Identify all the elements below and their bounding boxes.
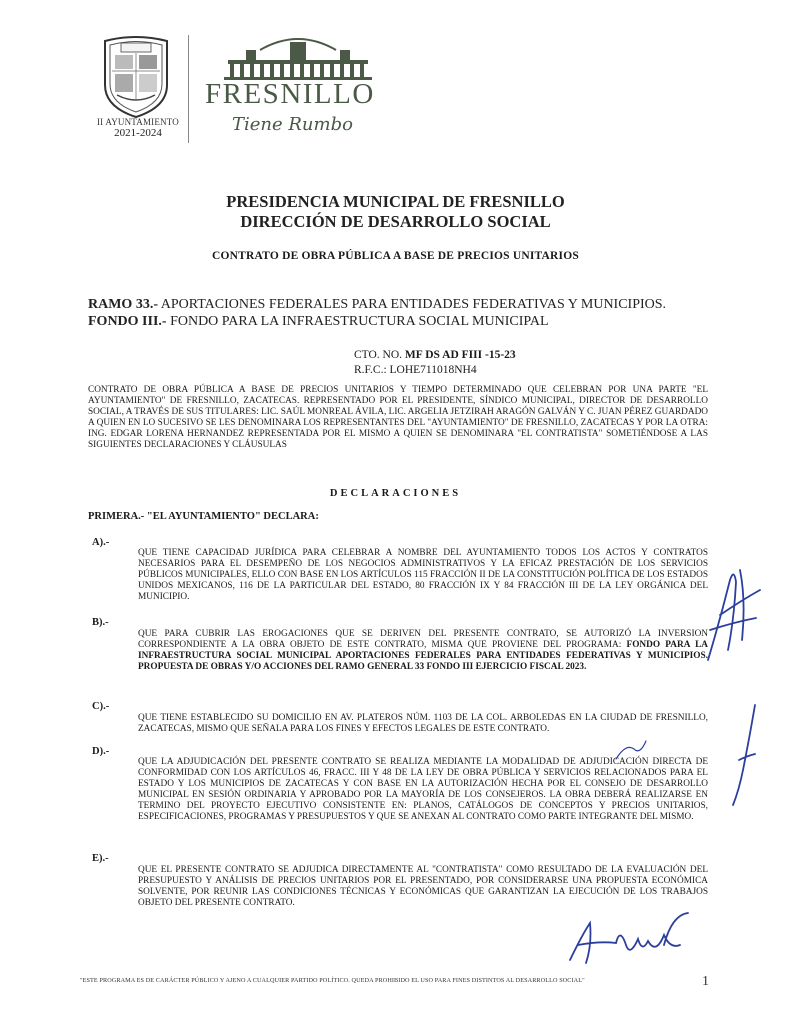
ramo-line (88, 297, 666, 313)
document-title-line2: DIRECCIÓN DE DESARROLLO SOCIAL (240, 212, 551, 231)
item-text-e: QUE EL PRESENTE CONTRATO SE ADJUDICA DIRECTAMENTE AL "CONTRATISTA" COMO RESULTADO DE LA EVALUACIÓN DEL PRESUPUESTO Y ANÁLISIS DE PRECIOS UNITARIOS POR EL PRESENTADO, POR CONSIDERARSE UNA PROPUESTA ECONÓMICA SOLVENTE, POR REUNIR LAS CONDICIONES TÉCNICAS Y ECONÓMICAS QUE GARANTIZAN LA EJECUCIÓN DE LOS TRABAJOS OBJETO DEL PRESENTE CONTRATO. (138, 865, 708, 908)
item-text-c: QUE TIENE ESTABLECIDO SU DOMICILIO EN AV. PLATEROS NÚM. 1103 DE LA COL. ARBOLEDAS EN LA CIUDAD DE FRESNILLO, ZACATECAS, MISMO QUE SEÑALA PARA LOS FINES Y EFECTOS LEGALES DE ESTE CONTRATO. (138, 713, 708, 734)
document-title-line1: PRESIDENCIA MUNICIPAL DE FRESNILLO (226, 192, 565, 211)
item-text-d: QUE LA ADJUDICACIÓN DEL PRESENTE CONTRATO SE REALIZA MEDIANTE LA MODALIDAD DE ADJUDICACIÓN DIRECTA DE CONFORMIDAD CON LOS ARTÍCULOS 46, FRACC. III Y 48 DE LA LEY DE OBRA PÚBLICA Y SERVICIOS RELACIONADOS PARA EL ESTADO Y LOS MUNICIPIOS DE ZACATECAS Y CON BASE EN LA AUTORIZACIÓN HECHA POR EL CONSEJO DE DESARROLLO MUNICIPAL EN SESIÓN ORDINARIA Y APROBADO POR LA MAYORÍA DE LOS CONSEJEROS. LA OBRA DEBERÁ REALIZARSE EN TERMINO DEL PROYECTO EJECUTIVO CONSISTENTE EN: PLANOS, CATÁLOGOS DE CONCEPTOS Y PRECIOS UNITARIOS, ESPECIFICACIONES, PROGRAMAS Y PRESUPUESTOS Y QUE SE ANEXAN AL CONTRATO COMO PARTE INTEGRANTE DEL MISMO. (138, 757, 708, 822)
ayuntamiento-label: II AYUNTAMIENTO (96, 117, 180, 127)
header-divider (188, 35, 189, 143)
contract-number (354, 349, 516, 361)
contract-number-label: CTO. NO. (354, 349, 403, 361)
intro-paragraph: CONTRATO DE OBRA PÚBLICA A BASE DE PRECIOS UNITARIOS Y TIEMPO DETERMINADO QUE CELEBRAN POR UNA PARTE "EL AYUNTAMIENTO" DE FRESNILLO, ZACATECAS. REPRESENTADO POR EL PRESIDENTE, SÍNDICO MUNICIPAL, DIRECTOR DE DESARROLLO SOCIAL, A TRAVÉS DE SUS TITULARES: LIC. SAÚL MONREAL ÁVILA, LIC. ARGELIA JETZIRAH ARAGÓN GALVÁN Y C. JUAN PÉREZ GUARDADO A QUIEN EN LO SUCESIVO SE LES DENOMINARA LOS REPRESENTANTES DEL "AYUNTAMIENTO" DE FRESNILLO, ZACATECAS Y POR LA OTRA: ING. EDGAR LORENA HERNANDEZ REPRESENTADA POR EL MISMO A QUIEN SE DENOMINARA "EL CONTRATISTA" SOMETIÉNDOSE A LAS SIGUIENTES DECLARACIONES Y CLÁUSULAS (88, 385, 708, 450)
ayuntamiento-period: 2021-2024 (114, 127, 162, 139)
item-text-b: QUE PARA CUBRIR LAS EROGACIONES QUE SE DERIVEN DEL PRESENTE CONTRATO, SE AUTORIZÓ LA INVERSION CORRESPONDIENTE A LA OBRA OBJETO DE ESTE CONTRATO, MISMA QUE PROVIENE DEL PROGRAMA: (138, 629, 708, 650)
item-label-a: A).- (92, 537, 110, 548)
fondo-label: FONDO III.- (88, 314, 167, 329)
handwritten-signature-right-top (690, 560, 770, 670)
primera-heading: PRIMERA.- "EL AYUNTAMIENTO" DECLARA: (88, 511, 319, 522)
fondo-line (88, 314, 549, 330)
page-number: 1 (702, 974, 709, 989)
fresnillo-tagline: Tiene Rumbo (232, 114, 353, 135)
ramo-label: RAMO 33.- (88, 297, 158, 312)
item-label-e: E).- (92, 853, 109, 864)
declaraciones-heading: DECLARACIONES (329, 488, 462, 499)
ramo-text: APORTACIONES FEDERALES PARA ENTIDADES FEDERATIVAS Y MUNICIPIOS. (158, 297, 667, 312)
item-label-d: D).- (92, 746, 110, 757)
contract-number-value: MF DS AD FIII -15-23 (404, 349, 516, 361)
rfc-line: R.F.C.: LOHE711018NH4 (354, 364, 477, 376)
footer-legal-note: "ESTE PROGRAMA ES DE CARÁCTER PÚBLICO Y AJENO A CUALQUIER PARTIDO POLÍTICO. QUEDA PROHIBIDO EL USO PARA FINES DISTINTOS AL DESARROLLO SOCIAL" (80, 977, 585, 984)
municipal-seal-logo (99, 33, 173, 119)
fresnillo-wordmark: FRESNILLO (205, 78, 375, 110)
handwritten-mark (610, 735, 650, 765)
handwritten-signature-bottom (560, 905, 710, 975)
item-paragraph-b (138, 629, 708, 673)
item-label-b: B).- (92, 617, 109, 628)
item-label-c: C).- (92, 701, 110, 712)
document-subtitle: CONTRATO DE OBRA PÚBLICA A BASE DE PRECIOS UNITARIOS (212, 250, 579, 262)
fondo-text: FONDO PARA LA INFRAESTRUCTURA SOCIAL MUNICIPAL (166, 314, 549, 329)
handwritten-signature-right-bottom (725, 700, 765, 810)
item-bold-b: FONDO PARA LA INFRAESTRUCTURA SOCIAL MUNICIPAL APORTACIONES FEDERALES PARA ENTIDADES FEDERATIVAS Y MUNICIPIOS. PROPUESTA DE OBRAS Y/O ACCIONES DEL RAMO GENERAL 33 FONDO III EJERCICIO FISCAL 2023. (138, 640, 708, 672)
fresnillo-skyline-logo (220, 32, 375, 80)
item-text-a: QUE TIENE CAPACIDAD JURÍDICA PARA CELEBRAR A NOMBRE DEL AYUNTAMIENTO TODOS LOS ACTOS Y CONTRATOS NECESARIOS PARA EL DESEMPEÑO DE LOS NEGOCIOS ADMINISTRATIVOS Y LA EFICAZ PRESTACIÓN DE LOS SERVICIOS PÚBLICOS MUNICIPALES, ELLO CON BASE EN LOS ARTÍCULOS 115 FRACCIÓN II DE LA CONSTITUCIÓN POLÍTICA DE LOS ESTADOS UNIDOS MEXICANOS, 116 DE LA PARTICULAR DEL ESTADO, 80 FRACCIÓN IX Y 84 FRACCIÓN III DE LA LEY ORGÁNICA DEL MUNICIPIO. (138, 548, 708, 602)
